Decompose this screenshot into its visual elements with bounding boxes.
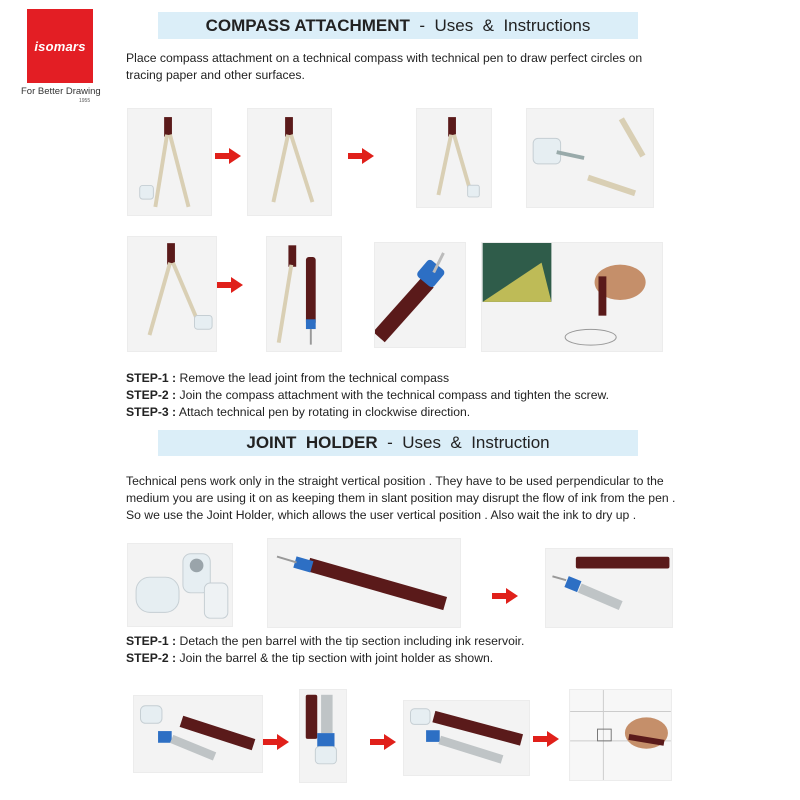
step-label: STEP-2 : (126, 651, 177, 665)
section2-title-bold: JOINT HOLDER (246, 433, 378, 452)
step-text: Join the barrel & the tip section with joint holder as shown. (176, 651, 494, 665)
arrow-icon (348, 148, 374, 164)
step-label: STEP-1 : (126, 634, 177, 648)
arrow-icon (492, 588, 518, 604)
photo-hand-drawing-with-holder (569, 689, 672, 781)
brand-logo (27, 9, 93, 83)
section1-title-rest: - Uses & Instructions (409, 15, 591, 35)
photo-pen-vertical-assembled (299, 689, 347, 783)
section2-title (158, 430, 638, 456)
section2-step-1 (126, 634, 524, 648)
photo-compass-open (127, 236, 217, 352)
section1-step-3 (126, 405, 470, 419)
photo-technical-pen (267, 538, 461, 628)
photo-pen-joined-with-holder (403, 700, 530, 776)
step-text: Join the compass attachment with the technical compass and tighten the screw. (176, 388, 610, 402)
photo-attachment-closeup (526, 108, 654, 208)
section1-step-2 (126, 388, 609, 402)
arrow-icon (263, 734, 289, 750)
section1-title (158, 12, 638, 39)
step-label: STEP-1 : (126, 371, 177, 385)
photo-pen-detached (545, 548, 673, 628)
section1-title-bold: COMPASS ATTACHMENT (205, 15, 410, 35)
arrow-icon (533, 731, 559, 747)
step-text: Remove the lead joint from the technical compass (176, 371, 450, 385)
section1-step-1 (126, 371, 449, 385)
brand-since: 1955 (79, 98, 91, 104)
step-label: STEP-3 : (126, 405, 177, 419)
photo-compass-with-pen (266, 236, 342, 352)
step-text: Attach technical pen by rotating in clockwise direction. (176, 405, 471, 419)
photo-compass-with-attachment (127, 108, 212, 216)
section1-intro: Place compass attachment on a technical compass with technical pen to draw perfect circles on tracing paper and other surfaces. (126, 51, 643, 82)
brand-tagline: For Better Drawing (21, 86, 101, 97)
photo-joint-holder (127, 543, 233, 627)
logo-text: isomars (34, 38, 86, 54)
photo-pen-attachment-closeup (374, 242, 466, 348)
step-label: STEP-2 : (126, 388, 177, 402)
arrow-icon (215, 148, 241, 164)
arrow-icon (217, 277, 243, 293)
arrow-icon (370, 734, 396, 750)
section2-step-2 (126, 651, 493, 665)
photo-pen-parts-with-holder (133, 695, 263, 773)
step-text: Detach the pen barrel with the tip section including ink reservoir. (176, 634, 525, 648)
photo-drawing-circle-with-hand (481, 242, 663, 352)
section2-intro: Technical pens work only in the straight vertical position . They have to be used perpendicular to the medium you are using it on as keeping them in slant position may disrupt the flow of ink from the pen . So we use the Joint Holder, which allows the user vertical position . Also wait the ink to dry up . (126, 474, 676, 522)
photo-compass-lead-removed (247, 108, 332, 216)
photo-compass-attachment-joined (416, 108, 492, 208)
section2-title-rest: - Uses & Instruction (377, 433, 550, 452)
